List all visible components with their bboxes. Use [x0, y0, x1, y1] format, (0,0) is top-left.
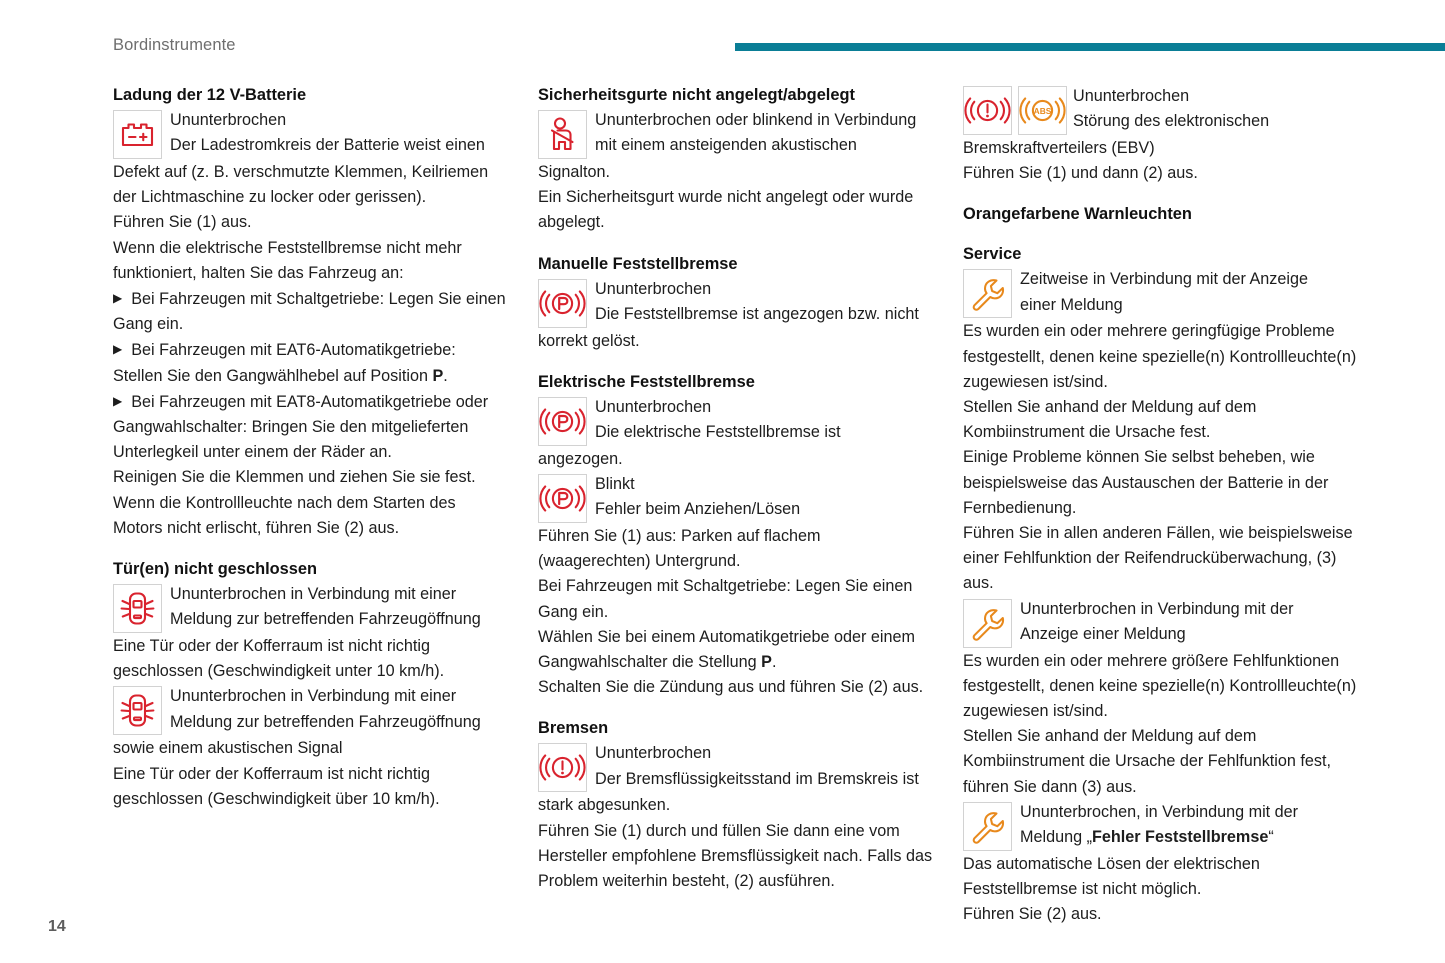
section-heading: Elektrische Feststellbremse: [538, 372, 755, 391]
body-paragraph: Bremskraftverteilers (EBV): [963, 139, 1155, 157]
parking-brake-icon: [538, 397, 587, 446]
parking-brake-icon: [538, 474, 587, 523]
warning-light-entry: [113, 684, 509, 736]
bullet-text: Bei Fahrzeugen mit Schaltgetriebe: Legen Sie einen Gang ein.: [113, 290, 506, 334]
warning-light-entry: [538, 472, 934, 524]
bullet-emphasis: P: [432, 366, 444, 385]
warning-light-description: [113, 108, 509, 158]
warning-light-entry: [538, 395, 934, 447]
brake-warning-icon: [538, 743, 587, 792]
body-paragraph: Führen Sie (1) aus: Parken auf flachem (waagerechten) Untergrund.: [538, 527, 821, 571]
section-heading: Sicherheitsgurte nicht angelegt/abgelegt: [538, 86, 855, 104]
description-line: Ununterbrochen, in Verbindung mit der: [1020, 802, 1299, 821]
body-paragraph: Es wurden ein oder mehrere geringfügige Probleme festgestellt, denen keine spezielle(n) Kontrollleuchte(n) zugewiesen ist/sind.: [963, 322, 1357, 391]
warning-light-entry: [963, 800, 1359, 852]
column-middle: [538, 84, 934, 927]
brake-warning-icon: [963, 86, 1012, 135]
bullet-text: Bei Fahrzeugen mit EAT8-Automatikgetriebe oder Gangwahlschalter: Bringen Sie den mitgelieferten Unterlegkeil unter einem der Räder an.: [113, 392, 489, 462]
description-line: Meldung zur betreffenden Fahrzeugöffnung: [170, 712, 481, 731]
warning-light-icons: [538, 743, 587, 792]
body-paragraph: korrekt gelöst.: [538, 331, 640, 350]
warning-light-description: [538, 108, 934, 158]
section-heading: Ladung der 12 V-Batterie: [113, 86, 307, 104]
bullet-triangle-icon: ▶: [113, 342, 123, 357]
description-line: Ununterbrochen in Verbindung mit der: [1020, 599, 1294, 618]
warning-light-entry: [113, 582, 509, 634]
section-heading: Service: [963, 245, 1022, 264]
description-line: Anzeige einer Meldung: [1020, 624, 1186, 643]
body-paragraph: Bei Fahrzeugen mit Schaltgetriebe: Legen Sie einen Gang ein.: [538, 577, 913, 621]
description-line: Ununterbrochen in Verbindung mit einer: [170, 687, 457, 706]
warning-light-description: [963, 267, 1359, 317]
description-line: Die elektrische Feststellbremse ist: [595, 423, 841, 442]
description-line: Ununterbrochen in Verbindung mit einer: [170, 585, 457, 604]
description-line: Ununterbrochen: [1073, 87, 1190, 105]
warning-light-entry: [113, 108, 509, 160]
page-header-title: Bordinstrumente: [113, 36, 236, 54]
section-heading: Bremsen: [538, 719, 609, 738]
warning-light-icons: [963, 86, 1067, 135]
body-paragraph: Einige Probleme können Sie selbst beheben, wie beispielsweise das Austauschen der Batterie in der Fernbedienung.: [963, 448, 1329, 517]
warning-light-description: [113, 582, 509, 632]
description-line: mit einem ansteigenden akustischen: [595, 136, 857, 155]
warning-light-icons: [538, 397, 587, 446]
warning-light-icons: [538, 279, 587, 328]
seatbelt-icon: [538, 110, 587, 159]
body-paragraph: Eine Tür oder der Kofferraum ist nicht richtig geschlossen (Geschwindigkeit über 10 km/h).: [113, 764, 440, 808]
warning-light-entry: [538, 741, 934, 793]
service-wrench-icon: [963, 802, 1012, 851]
body-paragraph: Führen Sie (1) aus.: [113, 213, 252, 232]
body-paragraph: Defekt auf (z. B. verschmutzte Klemmen, Keilriemen der Lichtmaschine zu locker oder gerissen).: [113, 163, 489, 207]
body-paragraph: Führen Sie (2) aus.: [963, 905, 1102, 924]
description-line: Meldung zur betreffenden Fahrzeugöffnung: [170, 610, 481, 629]
warning-light-icons: [963, 269, 1012, 318]
bullet-item: [113, 337, 509, 388]
body-paragraph: Führen Sie (1) und dann (2) aus.: [963, 164, 1198, 183]
bullet-item: [113, 389, 509, 466]
body-paragraph: Stellen Sie anhand der Meldung auf dem Kombiinstrument die Ursache fest.: [963, 398, 1257, 442]
body-paragraph: Schalten Sie die Zündung aus und führen Sie (2) aus.: [538, 678, 924, 697]
bullet-item: [113, 286, 509, 337]
message-quote-open: Meldung „: [1020, 828, 1092, 847]
warning-light-description: [963, 800, 1359, 850]
description-line: Ununterbrochen: [595, 744, 712, 763]
body-paragraph: Stellen Sie anhand der Meldung auf dem Kombiinstrument die Ursache der Fehlfunktion fest, führen Sie dann (3) aus.: [963, 727, 1331, 796]
warning-light-description: [538, 472, 934, 522]
warning-light-icons: [963, 802, 1012, 851]
section-heading: Orangefarbene Warnleuchten: [963, 205, 1192, 224]
body-paragraph: Ein Sicherheitsgurt wurde nicht angelegt oder wurde abgelegt.: [538, 188, 914, 232]
warning-light-description: [538, 395, 934, 445]
body-paragraph: Reinigen Sie die Klemmen und ziehen Sie sie fest.: [113, 468, 476, 487]
description-line: Störung des elektronischen: [1073, 112, 1270, 131]
paragraph-emphasis: P: [761, 653, 772, 672]
body-paragraph: Führen Sie in allen anderen Fällen, wie beispielsweise einer Fehlfunktion der Reifendrucküberwachung, (3) aus.: [963, 524, 1353, 593]
bullet-tail: .: [443, 366, 448, 385]
warning-light-icons: [963, 599, 1012, 648]
section-heading: Manuelle Feststellbremse: [538, 254, 738, 273]
body-paragraph: Signalton.: [538, 163, 610, 181]
paragraph-tail: .: [771, 653, 777, 672]
column-left: [113, 84, 509, 927]
warning-light-entry: [963, 267, 1359, 319]
description-line: Blinkt: [595, 475, 635, 494]
battery-icon: [113, 110, 162, 159]
body-paragraph: Führen Sie (1) durch und füllen Sie dann eine vom Hersteller empfohlene Bremsflüssigkeit nach. Falls das Problem weiterhin besteht, (2) ausführen.: [538, 821, 933, 891]
service-wrench-icon: [963, 599, 1012, 648]
warning-light-icons: [113, 110, 162, 159]
description-line: Der Ladestromkreis der Batterie weist einen: [170, 136, 485, 155]
description-line: Fehler beim Anziehen/Lösen: [595, 500, 801, 519]
description-line: Ununterbrochen oder blinkend in Verbindung: [595, 111, 917, 129]
body-paragraph: sowie einem akustischen Signal: [113, 739, 343, 758]
body-paragraph: Wenn die Kontrollleuchte nach dem Starten des Motors nicht erlischt, führen Sie (2) aus.: [113, 493, 456, 537]
warning-light-icons: [113, 584, 162, 633]
parking-brake-icon: [538, 279, 587, 328]
warning-light-description: [113, 684, 509, 734]
warning-light-icons: [113, 686, 162, 735]
warning-light-icons: [538, 474, 587, 523]
body-paragraph: Eine Tür oder der Kofferraum ist nicht richtig geschlossen (Geschwindigkeit unter 10 km/h).: [113, 637, 445, 681]
warning-light-description: [538, 277, 934, 327]
description-line: [971, 825, 1359, 850]
description-line: Die Feststellbremse ist angezogen bzw. nicht: [595, 304, 919, 323]
warning-light-description: [538, 741, 934, 791]
body-paragraph: Es wurden ein oder mehrere größere Fehlfunktionen festgestellt, denen keine spezielle(n) Kontrollleuchte(n) zugewiesen ist/sind.: [963, 651, 1357, 721]
page-header: [0, 0, 1445, 70]
bullet-text: Bei Fahrzeugen mit EAT6-Automatikgetriebe: Stellen Sie den Gangwählhebel auf Position: [113, 341, 456, 385]
door-ajar-icon: [113, 686, 162, 735]
svg-text:ABS: ABS: [1033, 106, 1052, 117]
warning-light-icons: [538, 110, 587, 159]
message-name: Fehler Feststellbremse: [1091, 828, 1269, 847]
abs-warning-icon: [1018, 86, 1067, 135]
warning-light-entry: [538, 277, 934, 329]
body-paragraph: angezogen.: [538, 449, 623, 468]
warning-light-entry: [538, 108, 934, 160]
column-right: [963, 84, 1359, 927]
bullet-triangle-icon: ▶: [113, 291, 123, 306]
message-quote-close: “: [1268, 828, 1274, 847]
description-line: Ununterbrochen: [595, 397, 712, 416]
warning-light-entry: [963, 84, 1359, 136]
warning-light-entry: [963, 597, 1359, 649]
description-line: Zeitweise in Verbindung mit der Anzeige: [1020, 270, 1308, 289]
warning-light-description: [963, 597, 1359, 647]
paragraph-text: Wählen Sie bei einem Automatikgetriebe oder einem Gangwahlschalter die Stellung: [538, 627, 916, 672]
body-paragraph: Wenn die elektrische Feststellbremse nicht mehr funktioniert, halten Sie das Fahrzeug an:: [113, 238, 462, 282]
page-number: 14: [48, 918, 66, 935]
header-accent-rule: [735, 43, 1445, 51]
body-paragraph: [538, 625, 934, 675]
body-paragraph: stark abgesunken.: [538, 796, 671, 815]
bullet-triangle-icon: ▶: [113, 393, 123, 408]
description-line: einer Meldung: [1020, 295, 1123, 314]
door-ajar-icon: [113, 584, 162, 633]
description-line: Ununterbrochen: [170, 111, 287, 129]
description-line: Der Bremsflüssigkeitsstand im Bremskreis ist: [595, 769, 919, 788]
service-wrench-icon: [963, 269, 1012, 318]
body-paragraph: Das automatische Lösen der elektrischen Feststellbremse ist nicht möglich.: [963, 854, 1260, 899]
description-line: Ununterbrochen: [595, 279, 712, 298]
section-heading: Tür(en) nicht geschlossen: [113, 560, 318, 579]
page-columns: [0, 84, 1445, 927]
